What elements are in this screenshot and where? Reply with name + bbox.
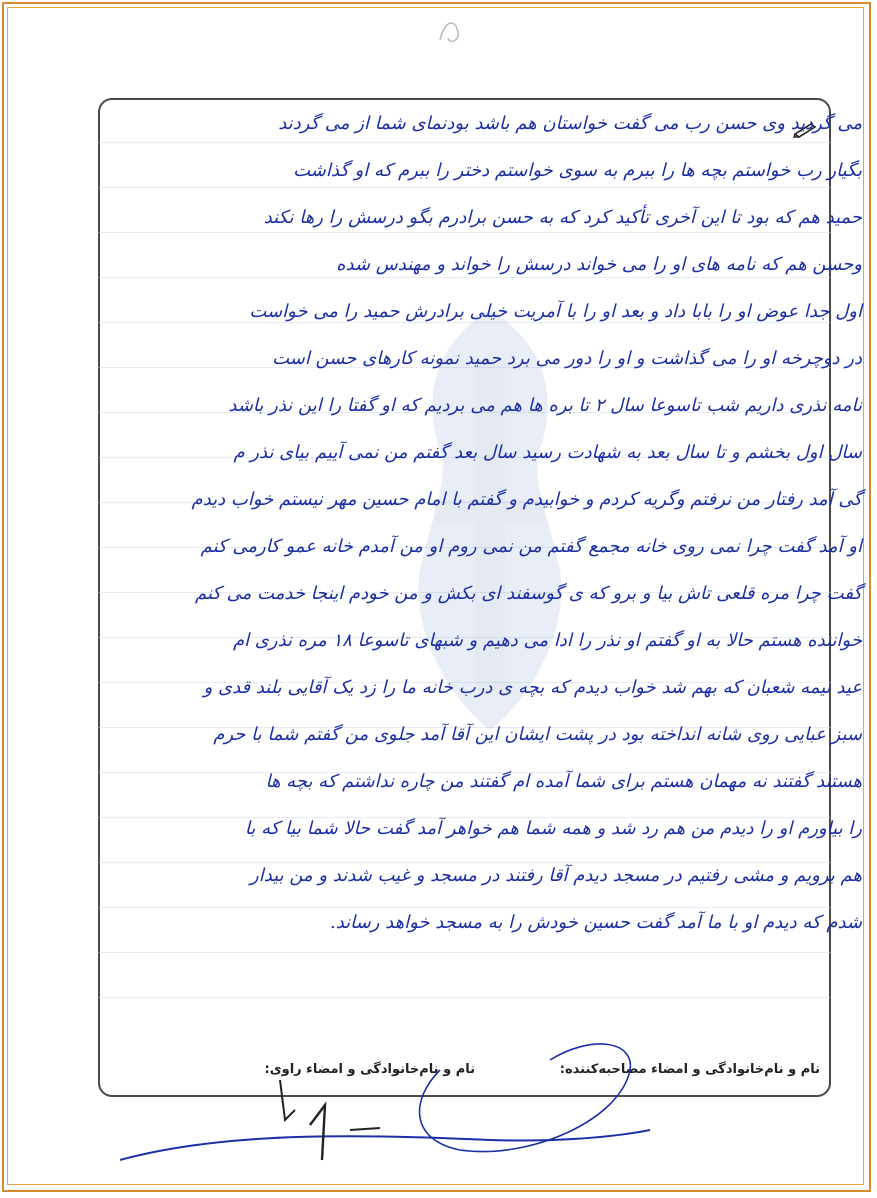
handwritten-line: وحسن هم که نامه های او را می خواند درسش را خواند و مهندس شده xyxy=(336,254,862,275)
handwritten-line: سبز عبایی روی شانه انداخته بود در پشت ایشان این آقا آمد جلوی من گفتم شما با حرم xyxy=(213,724,862,745)
handwritten-line: را بیاورم او را دیدم من هم رد شد و همه شما هم خواهر آمد گفت حالا شما بیا که با xyxy=(244,818,862,839)
handwritten-testimony xyxy=(6,100,868,946)
handwritten-line: اول جدا عوض او را بابا داد و بعد او را با آمریت خیلی برادرش حمید را می خواست xyxy=(249,301,862,322)
handwritten-line: گی آمد رفتار من نرفتم وگریه کردم و خوابیدم و گفتم با امام حسین مهر نیستم خواب دیدم xyxy=(191,489,862,510)
handwritten-signature xyxy=(110,1010,670,1180)
handwritten-line: او آمد گفت چرا نمی روی خانه مجمع گفتم من نمی روم او من آمدم خانه عمو کارمی کنم xyxy=(200,536,862,557)
handwritten-line: عید نیمه شعبان که بهم شد خواب دیدم که بچه ی درب خانه ما را زد یک آقایی بلند قدی و xyxy=(203,677,862,698)
interviewer-signature-label: نام و نام‌خانوادگی و امضاء مصاحبه‌کننده: xyxy=(559,1062,820,1077)
handwritten-line: بگیار رب خواستم بچه ها را ببرم به سوی خواستم دختر را ببرم که او گذاشت xyxy=(293,160,862,181)
handwritten-line: گفت چرا مره قلعی تاش بیا و برو که ی گوسفند ای بکش و من خودم اینجا خدمت می کنم xyxy=(194,583,862,604)
handwritten-line: خواننده هستم حالا به او گفتم او نذر را ادا می دهیم و شبهای تاسوعا ۱۸ مره نذری ام xyxy=(232,630,862,651)
handwritten-line: شدم که دیدم او با ما آمد گفت حسین خودش را به مسجد خواهد رساند. xyxy=(329,912,862,933)
pencil-scribble-mark xyxy=(420,10,480,50)
handwritten-line: سال اول بخشم و تا سال بعد به شهادت رسید سال بعد گفتم من نمی آییم بیای نذر م xyxy=(233,442,862,463)
handwritten-line: نامه نذری داریم شب تاسوعا سال ۲ تا بره ها هم می بردیم که او گفتا را این نذر باشد xyxy=(228,395,862,416)
narrator-signature-label: نام و نام‌خانوادگی و امضاء راوی: xyxy=(264,1062,475,1077)
handwritten-line: هستند گفتند نه مهمان هستم برای شما آمده ام گفتند من چاره نداشتم که بچه ها xyxy=(265,771,862,792)
handwritten-line: می گردید وی حسن رب می گفت خواستان هم باشد بودنمای شما از می گردند xyxy=(278,113,862,134)
handwritten-line: هم برویم و مشی رفتیم در مسجد دیدم آقا رفتند در مسجد و غیب شدند و من بیدار xyxy=(250,865,862,886)
handwritten-line: در دوچرخه او را می گذاشت و او را دور می برد حمید نمونه کارهای حسن است xyxy=(272,348,862,369)
handwritten-line: حمید هم که بود تا این آخری تأکید کرد که به حسن برادرم بگو درسش را رها نکند xyxy=(263,207,862,228)
